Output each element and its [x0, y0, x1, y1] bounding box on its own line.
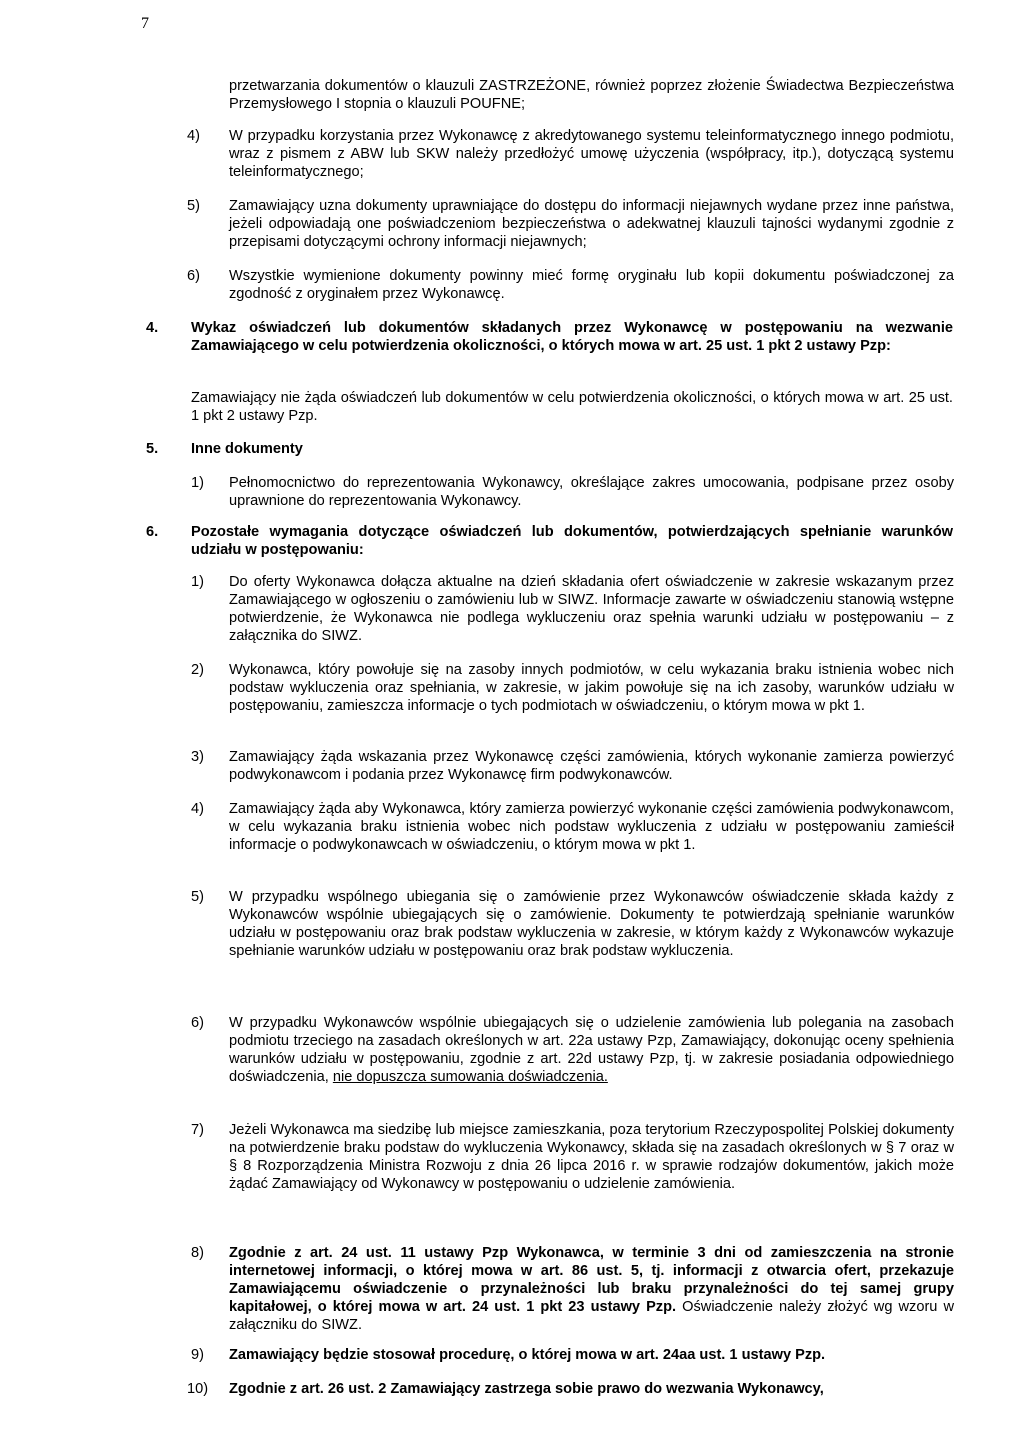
list-item-number: 1): [191, 574, 204, 590]
bold-statement: Zgodnie z art. 26 ust. 2 Zamawiający zastrzega sobie prawo do wezwania Wykonawcy,: [229, 1381, 824, 1397]
intro-paragraph: przetwarzania dokumentów o klauzuli ZASTRZEŻONE, również poprzez złożenie Świadectwa Bezpieczeństwa Przemysłowego I stopnia o klauzuli POUFNE;: [229, 78, 954, 112]
list-item-text-part: Oświadczenie należy złożyć wg wzoru w załączniku do SIWZ.: [229, 1299, 954, 1333]
list-item-number: 2): [191, 662, 204, 678]
list-item-text: Wykonawca, który powołuje się na zasoby innych podmiotów, w celu wykazania braku istnienia wobec nich podstaw wykluczenia oraz spełniania, w zakresie, w jakim powołuje się na ich zasoby, warunków udziału w postępowaniu, zamieszcza informacje o tych podmiotach w oświadczeniu, o którym mowa w pkt 1.: [229, 662, 954, 714]
section-body: Zamawiający nie żąda oświadczeń lub dokumentów w celu potwierdzenia okoliczności, o których mowa w art. 25 ust. 1 pkt 2 ustawy Pzp.: [191, 390, 953, 424]
list-item-text: Zamawiający uzna dokumenty uprawniające do dostępu do informacji niejawnych wydane przez inne państwa, jeżeli odpowiadają one poświadczeniom bezpieczeństwa o adekwatnej klauzuli tajności wydanymi zgodnie z przepisami dotyczącymi ochrony informacji niejawnych;: [229, 198, 954, 250]
list-item-number: 8): [191, 1245, 204, 1261]
list-item-number: 1): [191, 475, 204, 491]
list-item-text: Zamawiający żąda aby Wykonawca, który zamierza powierzyć wykonanie części zamówienia podwykonawcom, w celu wykazania braku istnienia wobec nich podstaw wykluczenia z udziału w postępowaniu zamieścił informacje o podwykonawcach w oświadczeniu, o którym mowa w pkt 1.: [229, 801, 954, 853]
page-number: 7: [141, 15, 149, 32]
list-item-number: 10): [187, 1381, 209, 1397]
list-item-number: 4): [187, 128, 200, 144]
list-item-number: 3): [191, 749, 204, 765]
bold-statement: Zgodnie z art. 24 ust. 11 ustawy Pzp Wykonawca, w terminie 3 dni od zamieszczenia na stronie internetowej informacji, o której mowa w art. 86 ust. 5, tj. informacji z otwarcia ofert, przekazuje Zamawiającemu oświadczenie o przynależności lub braku przynależności do tej samej grupy kapitałowej, o której mowa w art. 24 ust. 1 pkt 23 ustawy Pzp.: [229, 1245, 954, 1315]
list-item-text: Jeżeli Wykonawca ma siedzibę lub miejsce zamieszkania, poza terytorium Rzeczypospolitej Polskiej dokumenty na potwierdzenie braku podstaw do wykluczenia Wykonawcy, składa się na zasadach określonych w § 7 oraz w § 8 Rozporządzenia Ministra Rozwoju z dnia 26 lipca 2016 r. w sprawie rodzajów dokumentów, jakich może żądać Zamawiający od Wykonawcy w postępowaniu o udzielenie zamówienia.: [229, 1122, 954, 1192]
section-heading: Pozostałe wymagania dotyczące oświadczeń lub dokumentów, potwierdzających spełnianie warunków udziału w postępowaniu:: [191, 524, 953, 558]
list-item-number: 9): [191, 1347, 204, 1363]
section-number: 4.: [146, 320, 159, 336]
section-number: 6.: [146, 524, 159, 540]
section-heading: Inne dokumenty: [191, 441, 303, 457]
list-item-number: 6): [187, 268, 200, 284]
underlined-emphasis: nie dopuszcza sumowania doświadczenia.: [332, 1069, 608, 1085]
list-item-number: 4): [191, 801, 204, 817]
list-item-number: 7): [191, 1122, 204, 1138]
list-item-number: 5): [191, 889, 204, 905]
list-item-text: Do oferty Wykonawca dołącza aktualne na dzień składania ofert oświadczenie w zakresie wskazanym przez Zamawiającego w ogłoszeniu o zamówieniu lub w SIWZ. Informacje zawarte w oświadczeniu stanowią wstępne potwierdzenie, że Wykonawca nie podlega wykluczeniu oraz spełnia warunki udziału w postępowaniu – z załącznika do SIWZ.: [229, 574, 954, 644]
section-heading: Wykaz oświadczeń lub dokumentów składanych przez Wykonawcę w postępowaniu na wezwanie Zamawiającego w celu potwierdzenia okoliczności, o których mowa w art. 25 ust. 1 pkt 2 ustawy Pzp:: [191, 320, 953, 354]
section-number: 5.: [146, 441, 159, 457]
bold-statement: Zamawiający będzie stosował procedurę, o której mowa w art. 24aa ust. 1 ustawy Pzp.: [229, 1347, 826, 1363]
list-item-number: 6): [191, 1015, 204, 1031]
list-item-number: 5): [187, 198, 200, 214]
list-item-text: W przypadku korzystania przez Wykonawcę z akredytowanego systemu teleinformatycznego innego podmiotu, wraz z pismem z ABW lub SKW należy przedłożyć umowę użyczenia (współpracy, itp.), dotyczącą systemu teleinformatycznego;: [229, 128, 954, 180]
list-item-text: Pełnomocnictwo do reprezentowania Wykonawcy, określające zakres umocowania, podpisane przez osoby uprawnione do reprezentowania Wykonawcy.: [229, 475, 954, 509]
list-item-text: [229, 1014, 954, 1086]
list-item-text: Wszystkie wymienione dokumenty powinny mieć formę oryginału lub kopii dokumentu poświadczonej za zgodność z oryginałem przez Wykonawcę.: [229, 268, 954, 302]
list-item-text: Zamawiający żąda wskazania przez Wykonawcę części zamówienia, których wykonanie zamierza powierzyć podwykonawcom i podania przez Wykonawcę firm podwykonawców.: [229, 749, 954, 783]
list-item-text-part: W przypadku Wykonawców wspólnie ubiegających się o udzielenie zamówienia lub polegania na zasobach podmiotu trzeciego na zasadach określonych w art. 22a ustawy Pzp, Zamawiający, dokonując oceny spełnienia warunków udziału w postępowaniu, zgodnie z art. 22d ustawy Pzp, tj. w zakresie posiadania odpowiedniego doświadczenia,: [229, 1015, 954, 1085]
list-item-text: W przypadku wspólnego ubiegania się o zamówienie przez Wykonawców oświadczenie składa każdy z Wykonawców wspólnie ubiegających się o zamówienie. Dokumenty te potwierdzają spełnianie warunków udziału w postępowaniu oraz brak podstaw wykluczenia w zakresie, w którym każdy z Wykonawców wykazuje spełnianie warunków udziału w postępowaniu oraz brak podstaw wykluczenia.: [229, 889, 954, 959]
list-item-text: [229, 1244, 954, 1334]
